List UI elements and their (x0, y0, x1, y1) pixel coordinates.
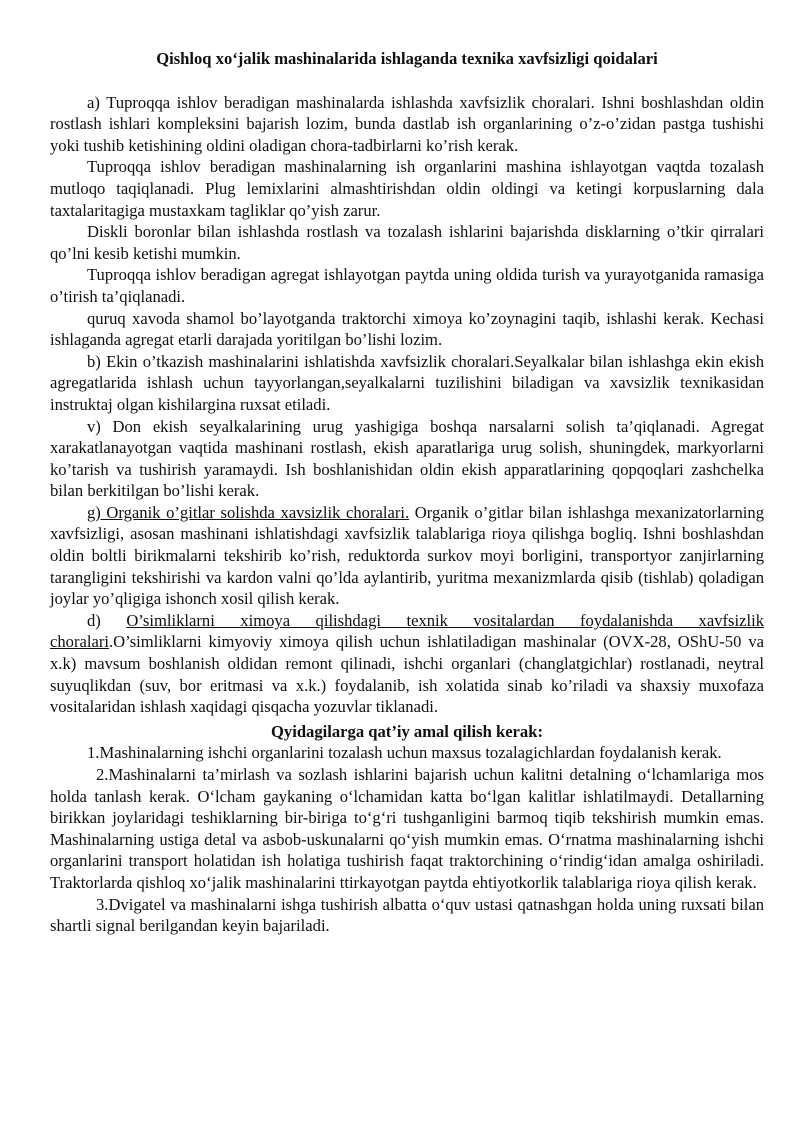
paragraph-aggregate: Tuproqqa ishlov beradigan agregat ishlayotgan paytda uning oldida turish va yurayotganida ramasiga o’tirish ta’qiqlanadi. (50, 265, 764, 306)
rule-2: 2.Mashinalarni ta’mirlash va sozlash ishlarini bajarish uchun kalitni detalning o‘lchamlariga mos holda tanlash kerak. O‘lcham gaykaning o‘lchamidan katta bo‘lgan kalitlar ishlatilmaydi. Detallarning birikkan joylaridagi teshiklarning bir-biriga to‘g‘ri tushganligini barmoq tiqib tekshirish mumkin emas. Mashinalarning ustiga detal va asbob-uskunalarni qo‘yish mumkin emas. O‘rnatma mashinalarning ishchi organlarini transport holatidan ish holatiga tushirish faqat traktorchining o‘rindig‘idan amalga oshiriladi. Traktorlarda qishloq xo‘jalik mashinalarini ttirkayotgan paytda ehtiyotkorlik talablariga rioya qilish kerak. (50, 765, 764, 892)
document-title: Qishloq xo‘jalik mashinalarida ishlaganda texnika xavfsizligi qoidalari (156, 49, 658, 68)
paragraph-g-heading: g) Organik o’gitlar solishda xavsizlik choralari. (87, 502, 410, 522)
paragraph-d-heading: O’simliklarni ximoya qilishdagi texnik vositalardan foydalanishda xavfsizlik choralari (50, 610, 764, 652)
paragraph-g-body: Organik o’gitlar bilan ishlashga mexanizatorlarning xavfsizligi, asosan mashinani ishlatishdagi xavfsizlik talablariga rioya qilishga bogliq. Ishni boshlashdan oldin boltli birikmalarni tekshirib ko’rish, reduktorda surkov moyi borligini, transportyor zanjirlarning tarangligini tekshirishi va kardon valni qo’lda aylantirib, yuritma mexanizmlarda qisib (tishlab) qoladigan joylar yo’qligiga ishonch xosil qilish kerak. (50, 502, 764, 609)
document-page (50, 48, 764, 937)
paragraph-d (50, 610, 764, 718)
paragraph-v: v) Don ekish seyalkalarining urug yashigiga boshqa narsalarni solish ta’qiqlanadi. Agregat xarakatlanayotgan vaqtida mashinani rostlash, ekish aparatlariga urug solish, shuningdek, markyorlarni ko’tarish va tushirish yaramaydi. Ish boshlanishidan oldin ekish apparatlarining qopqoqlari zashchelka bilan berkitilgan bo’lishi kerak. (50, 416, 764, 501)
paragraph-cleaning: Tuproqqa ishlov beradigan mashinalarning ish organlarini mashina ishlayotgan vaqtda tozalash mutloqo taqiqlanadi. Plug lemixlarini almashtirishdan oldin oldingi va ketingi korpuslarning dala taxtalaritagiga mustaxkam tagliklar qo’yish zarur. (50, 157, 764, 220)
rules-subheading: Qyidagilarga qat’iy amal qilish kerak: (271, 721, 543, 741)
paragraph-disc-harrows: Diskli boronlar bilan ishlashda rostlash va tozalash ishlarini bajarishda disklarning o’tkir qirralari qo’lni kesib ketishi mumkin. (50, 222, 764, 263)
paragraph-goggles: quruq xavoda shamol bo’layotganda traktorchi ximoya ko’zoynagini taqib, ishlashi kerak. Kechasi ishlaganda agregat etarli darajada yoritilgan bo’lishi lozim. (50, 308, 764, 350)
paragraph-d-body: .O’simliklarni kimyoviy ximoya qilish uchun ishlatiladigan mashinalar (OVX-28, OShU-50 va x.k) mavsum boshlanish oldidan remont qilinadi, ishchi organlari (changlatgichlar) rostlanadi, neytral suyuqlikdan (suv, bor eritmasi va x.k.) foydalanib, ish xolatida sinab ko’riladi va shaxsiy muxofaza vositalaridan ishlash xaqidagi qisqacha yozuvlar tiklanadi. (50, 632, 764, 717)
paragraph-b: b) Ekin o’tkazish mashinalarini ishlatishda xavfsizlik choralari.Seyalkalar bilan ishlashga ekin ekish agregatlarida ishlash uchun tayyorlangan,seyalkalarni tuzilishini biladigan va xavsizlik texnikasidan instruktaj olgan kishilargina ruxsat etiladi. (50, 351, 764, 414)
rule-1: 1.Mashinalarning ishchi organlarini tozalash uchun maxsus tozalagichlardan foydalanish kerak. (87, 743, 722, 763)
paragraph-a: a) Tuproqqa ishlov beradigan mashinalarda ishlashda xavfsizlik choralari. Ishni boshlashdan oldin rostlash ishlari kompleksini bajarish lozim, bunda dastlab ish organlarining o’z-o’zidan pastga tushishi yoki tushib ketishining oldini oladigan chora-tadbirlarni ko’rish kerak. (50, 92, 764, 155)
paragraph-d-prefix: d) (87, 610, 127, 630)
paragraph-g (50, 502, 764, 610)
rule-3: 3.Dvigatel va mashinalarni ishga tushirish albatta o‘quv ustasi qatnashgan holda uning ruxsati bilan shartli signal berilgandan keyin bajariladi. (50, 894, 764, 936)
